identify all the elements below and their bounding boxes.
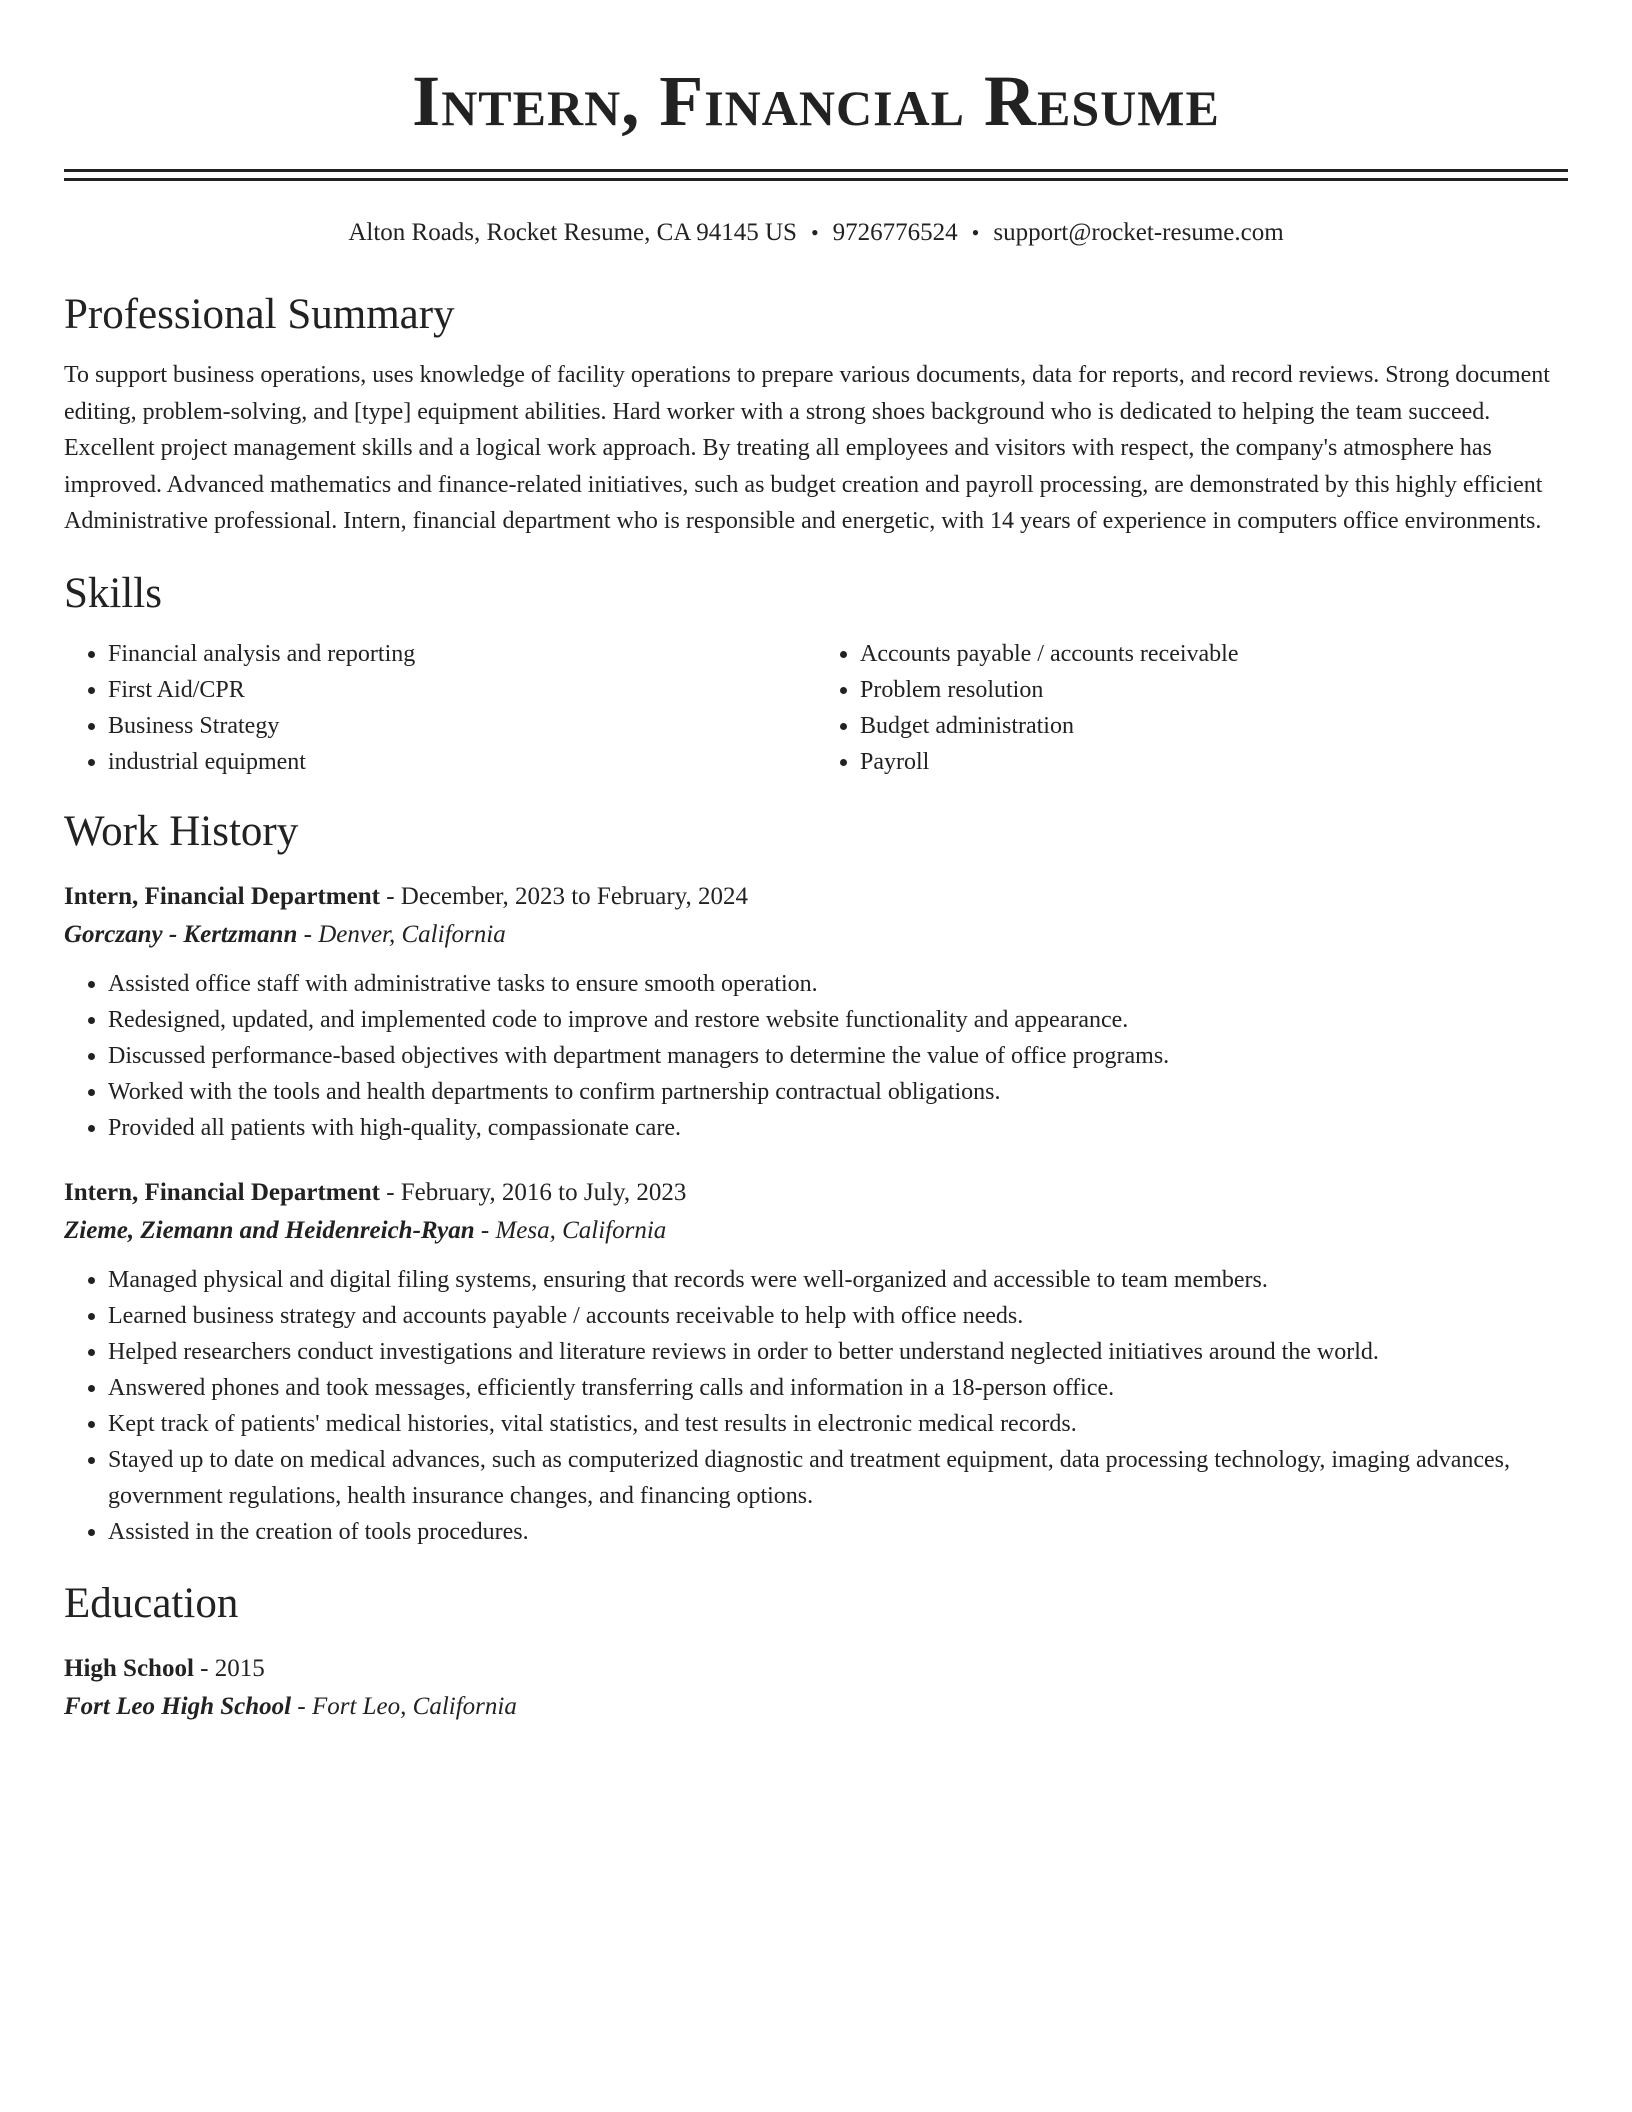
skill-item: • Problem resolution bbox=[860, 672, 1568, 708]
job-entry bbox=[64, 878, 1568, 1146]
education-school-line: Fort Leo High School - Fort Leo, California bbox=[64, 1692, 517, 1720]
contact-address: Alton Roads, Rocket Resume, CA 94145 US bbox=[348, 219, 797, 246]
job-location: Denver, California bbox=[318, 920, 506, 948]
job-dates: February, 2016 to July, 2023 bbox=[400, 1178, 687, 1206]
job-bullet: • Assisted office staff with administrative tasks to ensure smooth operation. bbox=[108, 966, 1568, 1002]
job-title: Intern, Financial Department bbox=[64, 1178, 380, 1206]
skill-item: • Accounts payable / accounts receivable bbox=[860, 636, 1568, 672]
skill-item: • Budget administration bbox=[860, 708, 1568, 744]
skills-column-left bbox=[64, 636, 816, 780]
job-bullet: • Discussed performance-based objectives with department managers to determine the value of office programs. bbox=[108, 1038, 1568, 1074]
job-company: Gorczany - Kertzmann bbox=[64, 920, 298, 948]
skills-column-right bbox=[816, 636, 1568, 780]
job-company-line: Gorczany - Kertzmann - Denver, California bbox=[64, 920, 506, 948]
skill-item: • industrial equipment bbox=[108, 744, 816, 780]
education-school: Fort Leo High School bbox=[64, 1692, 292, 1720]
job-bullet: • Helped researchers conduct investigations and literature reviews in order to better understand neglected initiatives around the world. bbox=[108, 1334, 1568, 1370]
job-bullets bbox=[64, 1262, 1568, 1550]
job-bullet: • Worked with the tools and health departments to confirm partnership contractual obligations. bbox=[108, 1074, 1568, 1110]
skill-item: • Payroll bbox=[860, 744, 1568, 780]
job-title: Intern, Financial Department bbox=[64, 882, 380, 910]
job-bullet: • Assisted in the creation of tools procedures. bbox=[108, 1514, 1568, 1550]
contact-line bbox=[64, 217, 1568, 249]
skill-item: • Financial analysis and reporting bbox=[108, 636, 816, 672]
resume-title: Intern, Financial Resume bbox=[412, 61, 1220, 141]
job-dates: December, 2023 to February, 2024 bbox=[400, 882, 749, 910]
education-entry bbox=[64, 1650, 1568, 1726]
education-header: High School - 2015 bbox=[64, 1654, 265, 1682]
job-company: Zieme, Ziemann and Heidenreich-Ryan bbox=[64, 1216, 475, 1244]
contact-email: support@rocket-resume.com bbox=[993, 219, 1284, 246]
job-company-line: Zieme, Ziemann and Heidenreich-Ryan - Mesa, California bbox=[64, 1216, 667, 1244]
education-degree: High School bbox=[64, 1654, 194, 1682]
job-bullet: • Stayed up to date on medical advances, such as computerized diagnostic and treatment equipment, data processing technology, imaging advances, government regulations, health insurance changes, and financing options. bbox=[108, 1442, 1568, 1514]
header-divider-top bbox=[64, 169, 1568, 172]
job-header: Intern, Financial Department - December, 2023 to February, 2024 bbox=[64, 882, 749, 910]
job-entry bbox=[64, 1174, 1568, 1550]
contact-separator: • bbox=[810, 220, 819, 245]
education-year: 2015 bbox=[214, 1654, 265, 1682]
skills-list bbox=[64, 636, 1568, 780]
summary-text: To support business operations, uses knowledge of facility operations to prepare various documents, data for reports, and record reviews. Strong document editing, problem-solving, and [type] equipment abilities. Hard worker with a strong shoes background who is dedicated to helping the team succeed. Excellent project management skills and a logical work approach. By treating all employees and visitors with respect, the company's atmosphere has improved. Advanced mathematics and finance-related initiatives, such as budget creation and payroll processing, are demonstrated by this highly efficient Administrative professional. Intern, financial department who is responsible and energetic, with 14 years of experience in computers office environments. bbox=[64, 362, 1550, 535]
job-bullet: • Learned business strategy and accounts payable / accounts receivable to help with office needs. bbox=[108, 1298, 1568, 1334]
contact-separator: • bbox=[971, 220, 980, 245]
education-location: Fort Leo, California bbox=[311, 1692, 517, 1720]
contact-phone: 9726776524 bbox=[832, 219, 958, 246]
skills-heading: Skills bbox=[64, 569, 162, 617]
summary-heading: Professional Summary bbox=[64, 291, 455, 338]
job-bullet: • Redesigned, updated, and implemented code to improve and restore website functionality and appearance. bbox=[108, 1002, 1568, 1038]
job-bullet: • Answered phones and took messages, efficiently transferring calls and information in a 18-person office. bbox=[108, 1370, 1568, 1406]
skill-item: • Business Strategy bbox=[108, 708, 816, 744]
job-location: Mesa, California bbox=[495, 1216, 667, 1244]
work-history-heading: Work History bbox=[64, 807, 299, 855]
job-header: Intern, Financial Department - February, 2016 to July, 2023 bbox=[64, 1178, 687, 1206]
header-divider-bottom bbox=[64, 178, 1568, 181]
job-bullet: • Provided all patients with high-quality, compassionate care. bbox=[108, 1110, 1568, 1146]
skill-item: • First Aid/CPR bbox=[108, 672, 816, 708]
job-bullet: • Kept track of patients' medical histories, vital statistics, and test results in electronic medical records. bbox=[108, 1406, 1568, 1442]
job-bullet: • Managed physical and digital filing systems, ensuring that records were well-organized and accessible to team members. bbox=[108, 1262, 1568, 1298]
education-heading: Education bbox=[64, 1579, 239, 1627]
job-bullets bbox=[64, 966, 1568, 1146]
